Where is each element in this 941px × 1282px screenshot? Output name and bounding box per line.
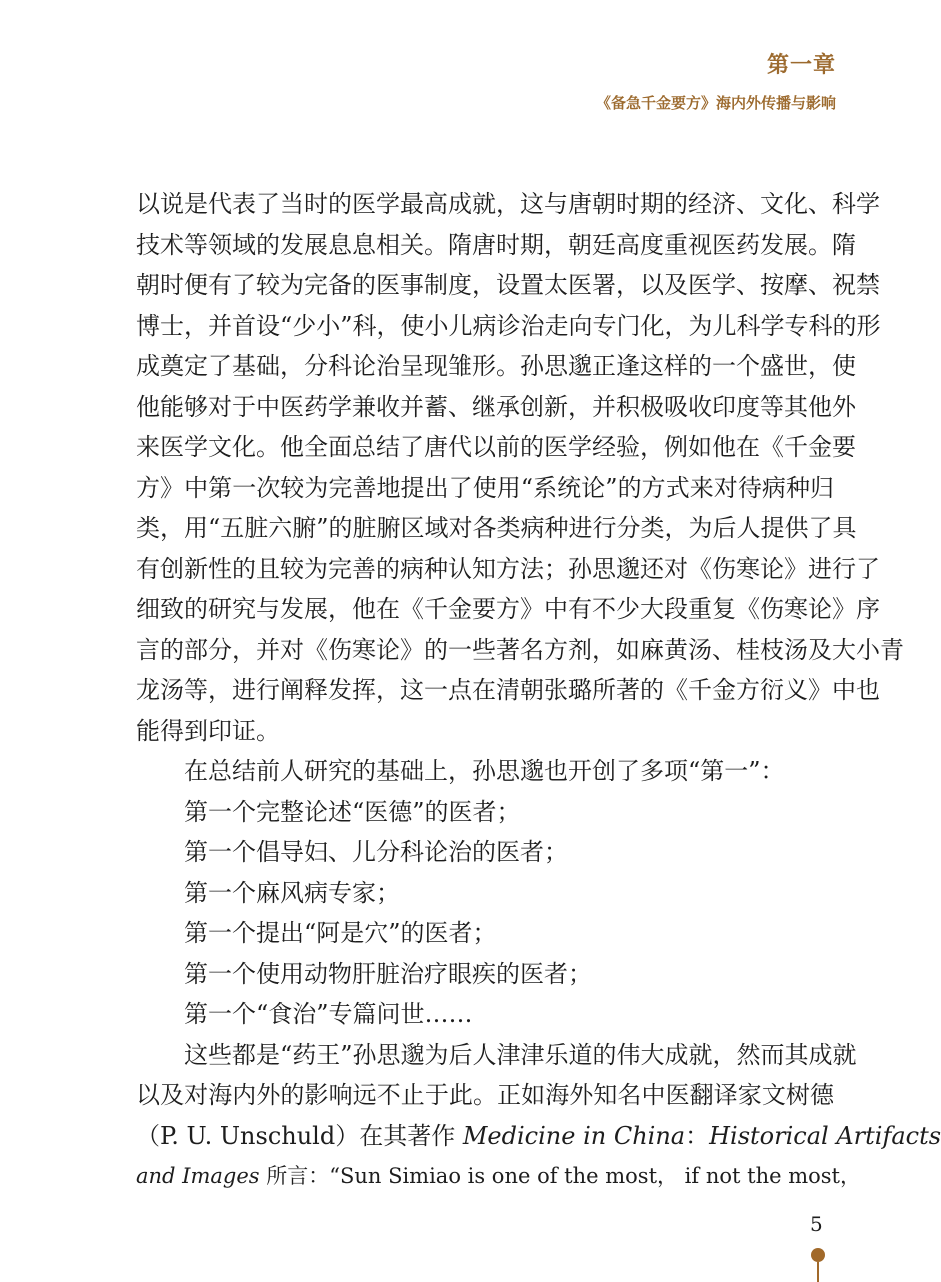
text-line: 方》中第一次较为完善地提出了使用“系统论”的方式来对待病种归 bbox=[136, 473, 834, 502]
list-item: 第一个提出“阿是穴”的医者； bbox=[184, 919, 497, 947]
text-line: 博士，并首设“少小”科，使小儿病诊治走向专门化，为儿科学专科的形 bbox=[136, 311, 881, 340]
text-line: 言的部分，并对《伤寒论》的一些著名方剂，如麻黄汤、桂枝汤及大小青 bbox=[136, 635, 904, 664]
text-line bbox=[136, 1116, 941, 1157]
book-title-part-1: Medicine in China bbox=[462, 1121, 686, 1150]
list-item: 第一个“食治”专篇问世…… bbox=[184, 1000, 473, 1028]
text-line: 这些都是“药王”孙思邈为后人津津乐道的伟大成就，然而其成就 bbox=[184, 1040, 857, 1069]
text-line: 有创新性的且较为完善的病种认知方法；孙思邈还对《伤寒论》进行了 bbox=[136, 554, 880, 583]
author-name-text: （P. U. Unschuld）在其著作 bbox=[136, 1121, 463, 1150]
text-line: 技术等领域的发展息息相关。隋唐时期，朝廷高度重视医药发展。隋 bbox=[136, 230, 856, 259]
body-text bbox=[136, 184, 941, 1197]
text-line bbox=[136, 1156, 861, 1197]
text-line: 细致的研究与发展，他在《千金要方》中有不少大段重复《伤寒论》序 bbox=[136, 595, 880, 623]
text-line: 他能够对于中医药学兼收并蓄、继承创新，并积极吸收印度等其他外 bbox=[136, 392, 856, 421]
text-line: 类，用“五脏六腑”的脏腑区域对各类病种进行分类，为后人提供了具 bbox=[136, 514, 857, 542]
text-line: 以及对海内外的影响远不止于此。正如海外知名中医翻译家文树德 bbox=[136, 1081, 834, 1109]
chapter-subtitle: 《备急千金要方》海内外传播与影响 bbox=[595, 94, 836, 112]
quote-text: 所言：“Sun Simiao is one of the most， if not the most， bbox=[259, 1164, 861, 1188]
chapter-heading: 第一章 bbox=[766, 53, 836, 78]
book-title-part-3: and Images bbox=[136, 1164, 260, 1188]
page-number: 5 bbox=[810, 1212, 823, 1236]
text-line: 龙汤等，进行阐释发挥，这一点在清朝张璐所著的《千金方衍义》中也 bbox=[136, 676, 880, 704]
colon-text: ： bbox=[685, 1121, 710, 1150]
text-line: 来医学文化。他全面总结了唐代以前的医学经验，例如他在《千金要 bbox=[136, 433, 856, 461]
page-marker-line bbox=[817, 1262, 819, 1282]
list-item: 第一个麻风病专家； bbox=[184, 878, 400, 907]
list-item: 第一个倡导妇、儿分科论治的医者； bbox=[184, 838, 568, 866]
text-line: 在总结前人研究的基础上，孙思邈也开创了多项“第一”： bbox=[184, 757, 785, 785]
text-line: 朝时便有了较为完备的医事制度，设置太医署，以及医学、按摩、祝禁 bbox=[136, 271, 880, 299]
text-line: 能得到印证。 bbox=[136, 716, 280, 745]
list-item: 第一个使用动物肝脏治疗眼疾的医者； bbox=[184, 959, 592, 988]
list-item: 第一个完整论述“医德”的医者； bbox=[184, 797, 521, 826]
book-title-part-2: Historical Artifacts bbox=[709, 1121, 941, 1150]
page-marker-dot bbox=[811, 1248, 825, 1262]
text-line: 成奠定了基础，分科论治呈现雏形。孙思邈正逢这样的一个盛世，使 bbox=[136, 352, 856, 380]
text-line: 以说是代表了当时的医学最高成就，这与唐朝时期的经济、文化、科学 bbox=[136, 190, 880, 218]
